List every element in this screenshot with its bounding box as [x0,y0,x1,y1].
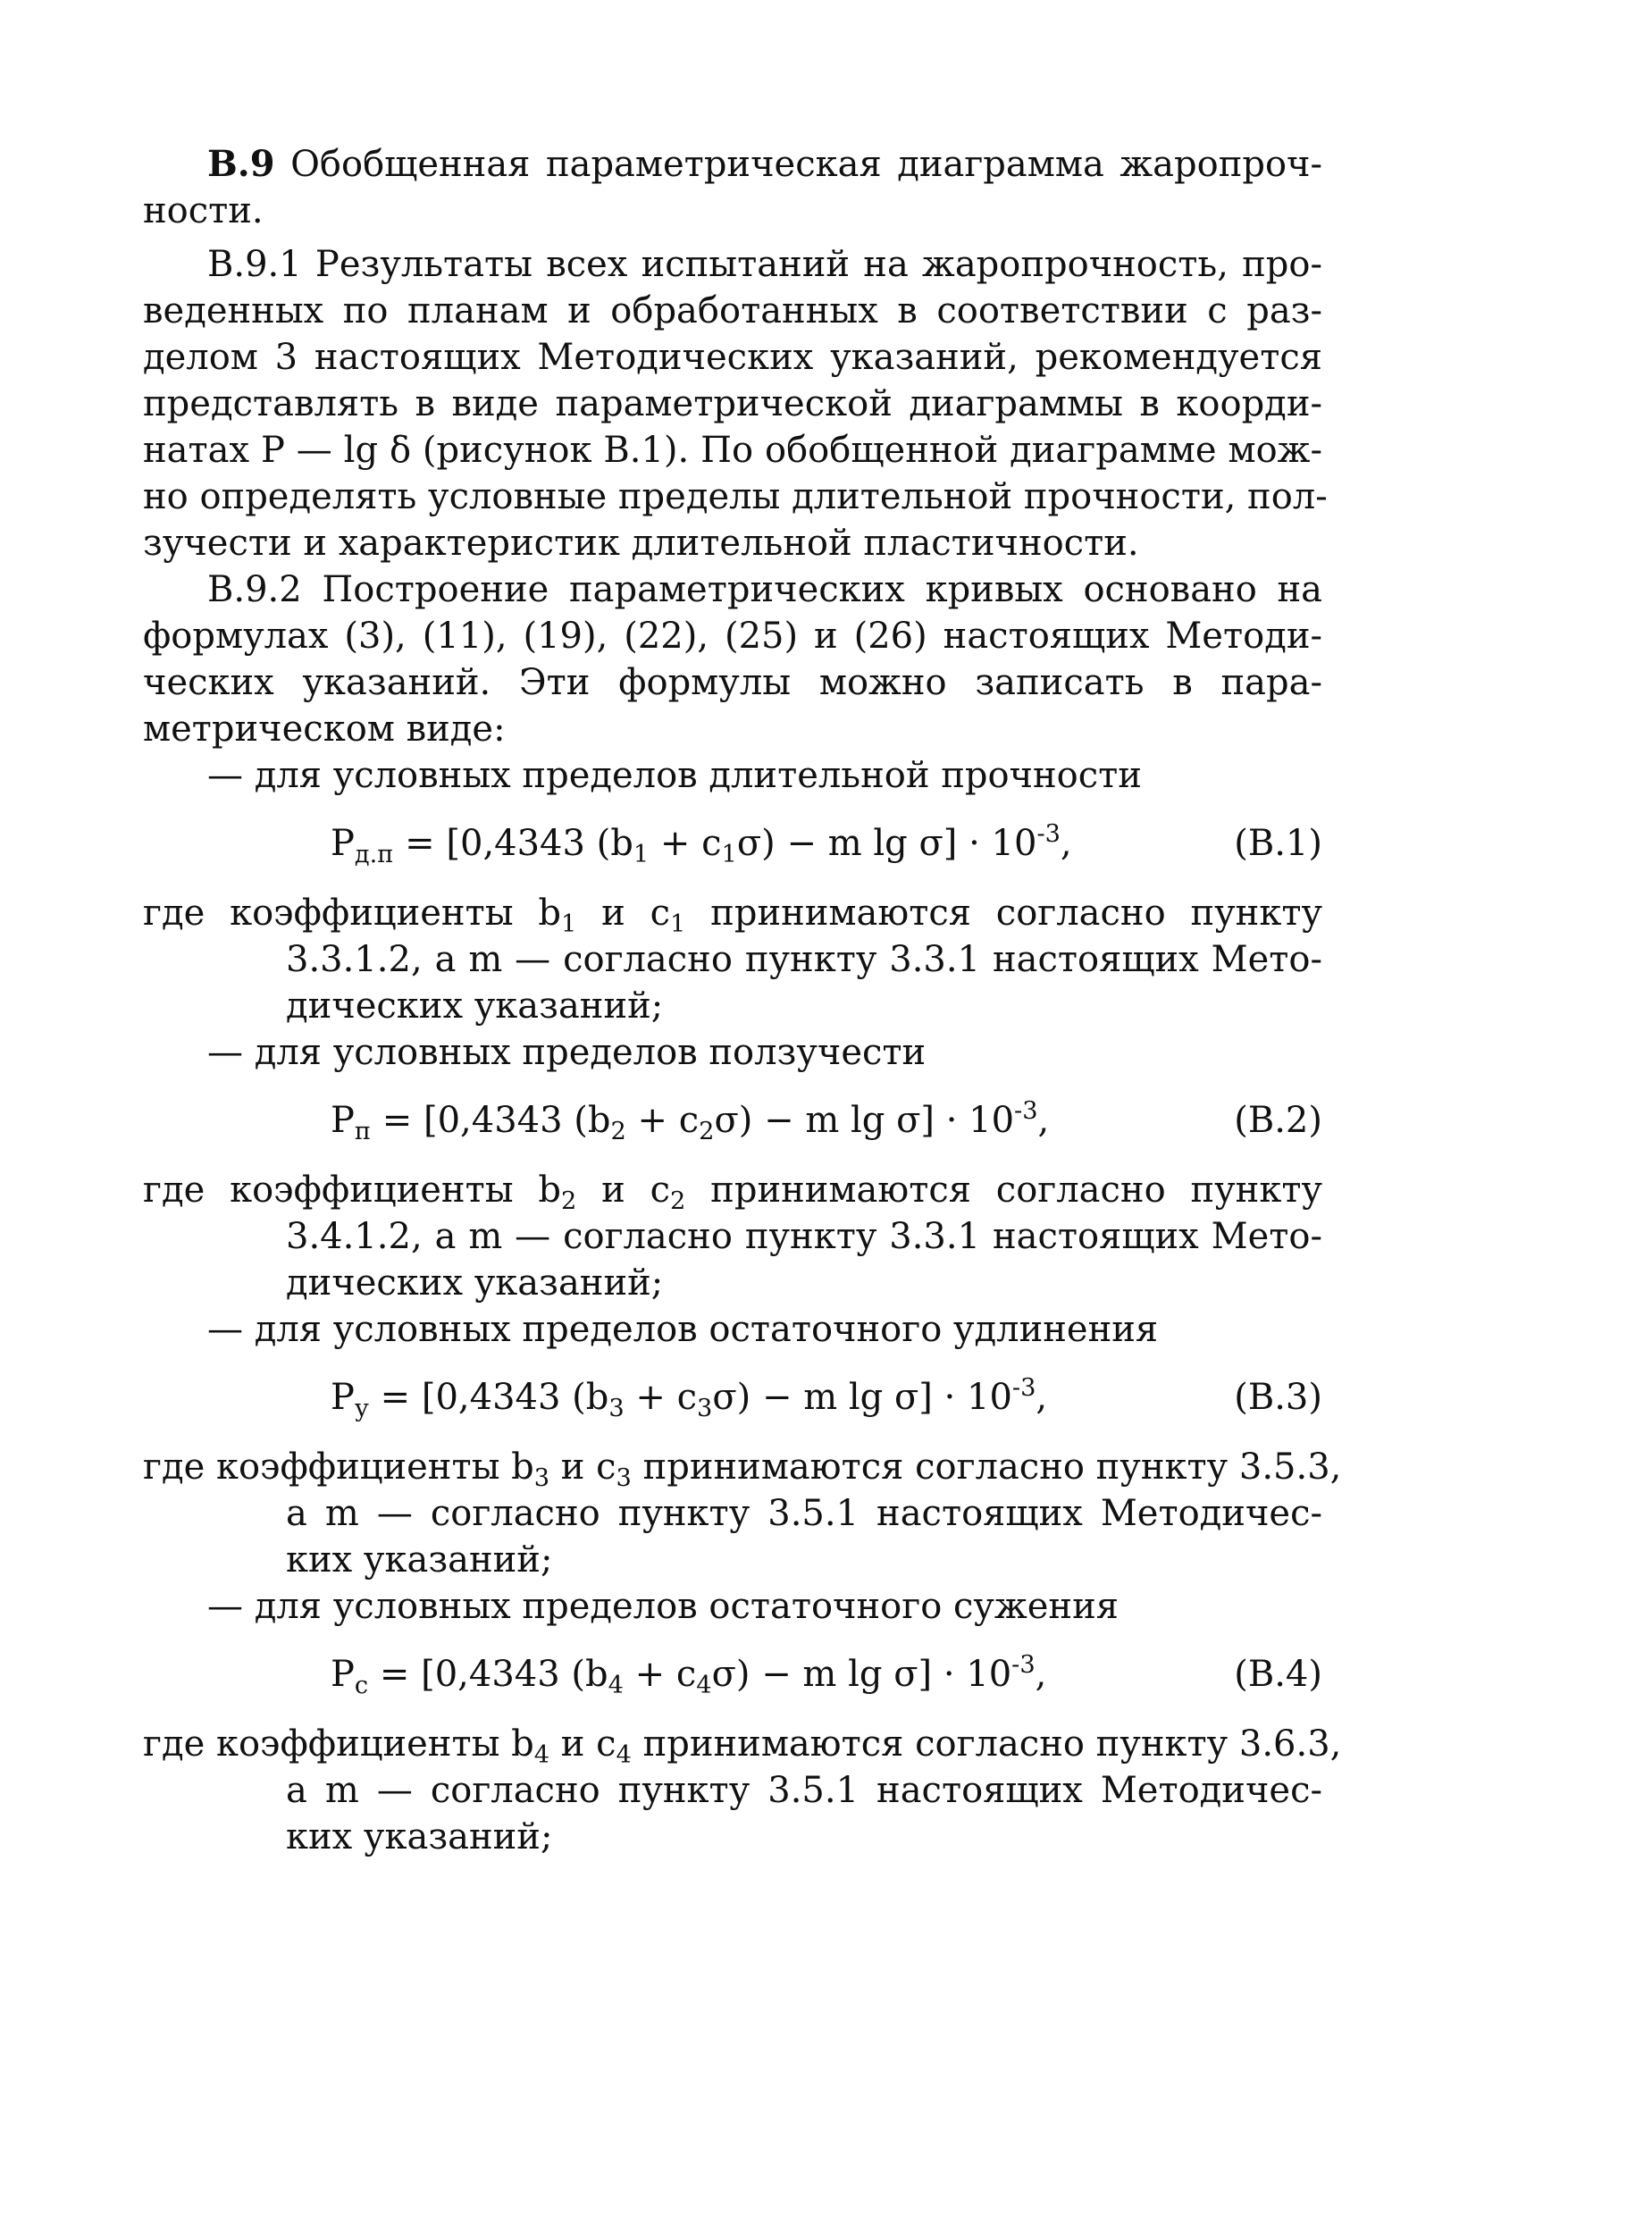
para1-line: зучести и характеристик длительной пластичности. [143,523,1139,564]
bullet-item: — для условных пределов длительной прочности [207,755,1142,796]
formula: $P_{д.п} = [0,4343$ $(b_1 + c_1\sigma) - m$ $\lg \sigma] \cdot 10^{-3}$, [331,820,1072,869]
section-title-line1: Обобщенная параметрическая диаграмма жаропроч- [290,144,1322,185]
para1-line: но определять условные пределы длительной прочности, пол- [143,476,1328,517]
where-continuation: дических указаний; [286,985,664,1027]
bullet-item: — для условных пределов остаточного удлинения [207,1309,1159,1350]
where-line: где коэффициенты $b_1$ и $c_1$ принимаются согласно пункту [143,893,1323,939]
formula-row [143,1651,1322,1705]
formula: $P_с = [0,4343$ $(b_4 + c_4\sigma) - m$ $\lg \sigma] \cdot 10^{-3}$, [331,1651,1047,1700]
formula-number: (В.4) [1234,1654,1322,1695]
where-line: где коэффициенты $b_4$ и $c_4$ принимаются согласно пункту 3.6.3, [143,1723,1342,1770]
para2-line: метрическом виде: [143,709,506,750]
where-continuation: а m — согласно пункту 3.5.1 настоящих Методичес- [286,1493,1322,1534]
where-continuation: дических указаний; [286,1262,664,1304]
section-heading [143,141,1322,188]
section-title-line2: ности. [143,190,264,231]
bullet-item: — для условных пределов ползучести [207,1032,927,1073]
para1-line: В.9.1 Результаты всех испытаний на жаропрочность, про- [207,244,1322,285]
section-number: В.9 [207,143,275,185]
formula: $P_у = [0,4343$ $(b_3 + c_3\sigma) - m$ $\lg \sigma] \cdot 10^{-3}$, [331,1374,1048,1423]
formula: $P_п = [0,4343$ $(b_2 + c_2\sigma) - m$ $\lg \sigma] \cdot 10^{-3}$, [331,1097,1050,1146]
bullet-item: — для условных пределов остаточного сужения [207,1586,1119,1627]
where-continuation: ких указаний; [286,1539,553,1581]
para1-line: веденных по планам и обработанных в соответствии с раз- [143,290,1322,331]
formula-number: (В.1) [1234,823,1322,864]
para1-line: представлять в виде параметрической диаграммы в коорди- [143,383,1322,424]
where-continuation: а m — согласно пункту 3.5.1 настоящих Методичес- [286,1770,1322,1811]
para2-line: ческих указаний. Эти формулы можно записать в пара- [143,662,1322,703]
formula-row [143,1374,1322,1428]
where-continuation: ких указаний; [286,1816,553,1857]
where-line: где коэффициенты $b_2$ и $c_2$ принимаются согласно пункту [143,1170,1323,1216]
para1-line: делом 3 настоящих Методических указаний, рекомендуется [143,337,1322,378]
formula-row [143,1097,1322,1151]
formula-number: (В.2) [1234,1100,1322,1141]
para1-line: натах Р — lg δ (рисунок В.1). По обобщенной диаграмме мож- [143,430,1322,471]
where-continuation: 3.3.1.2, а m — согласно пункту 3.3.1 настоящих Мето- [286,939,1322,980]
para2-line: В.9.2 Построение параметрических кривых основано на [207,569,1322,610]
formula-row [143,820,1322,874]
para2-line: формулах (3), (11), (19), (22), (25) и (26) настоящих Методи- [143,616,1322,657]
where-line: где коэффициенты $b_3$ и $c_3$ принимаются согласно пункту 3.5.3, [143,1446,1342,1493]
where-continuation: 3.4.1.2, а m — согласно пункту 3.3.1 настоящих Мето- [286,1216,1322,1257]
formula-number: (В.3) [1234,1377,1322,1418]
